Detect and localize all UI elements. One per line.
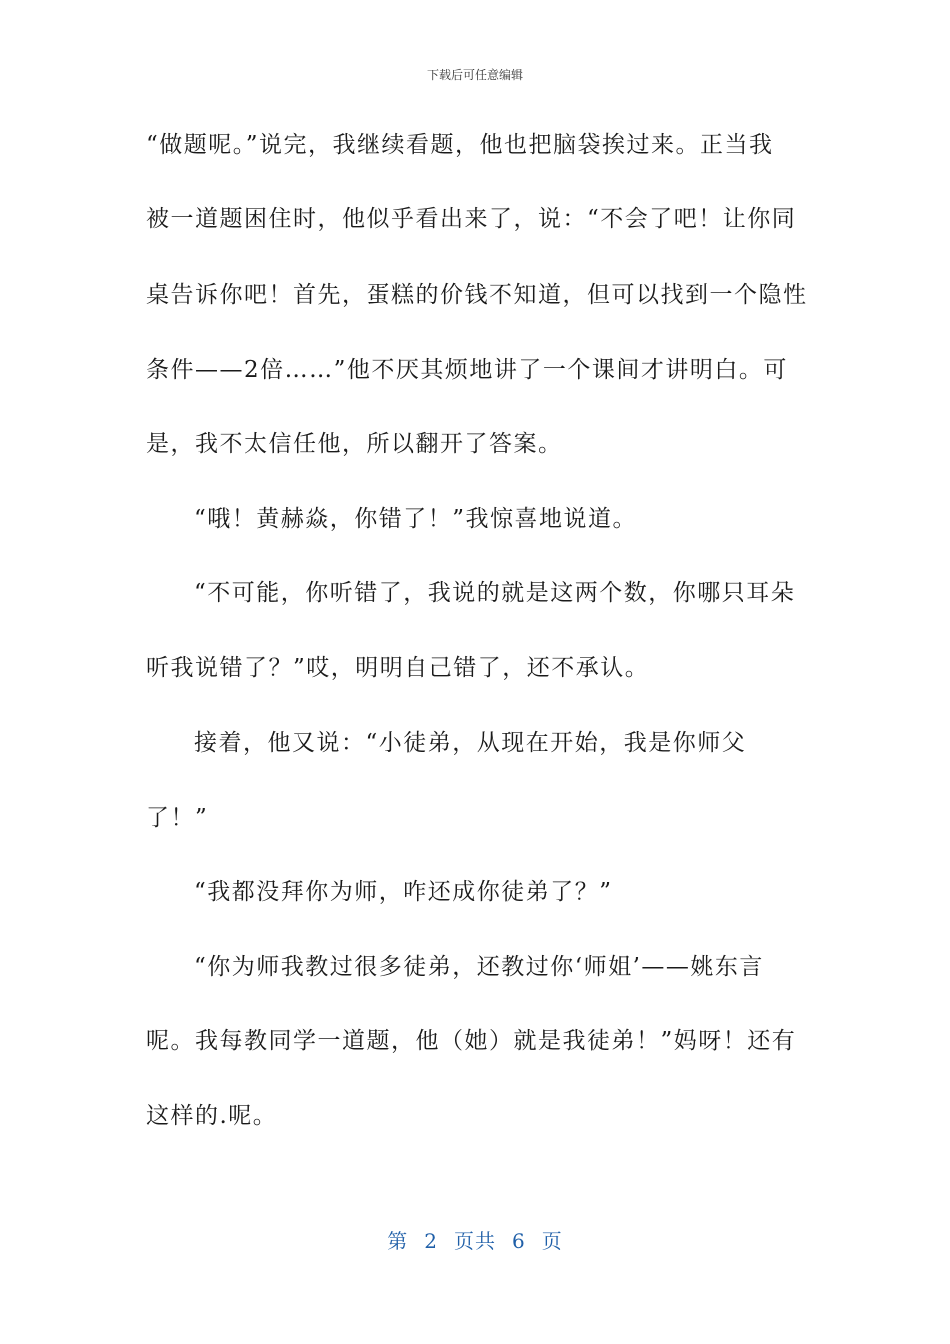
text-line: 是，我不太信任他，所以翻开了答案。 [146,431,563,457]
paragraph-start-line: “我都没拜你为师，咋还成你徒弟了？” [194,879,613,905]
text-line: “做题呢。”说完，我继续看题，他也把脑袋挨过来。正当我 [146,132,774,158]
page-footer [0,1225,950,1254]
paragraph-start-line: 接着，他又说：“小徒弟，从现在开始，我是你师父 [194,730,747,756]
page-prefix: 第 [387,1229,409,1253]
page-header: 下载后可任意编辑 [426,68,523,82]
paragraph-start-line: “哦！黄赫焱，你错了！”我惊喜地说道。 [194,506,638,532]
text-line: 条件——2倍……”他不厌其烦地讲了一个课间才讲明白。可 [146,357,788,383]
current-page-number: 2 [424,1229,438,1253]
paragraph-start-line: “你为师我教过很多徒弟，还教过你‘师姐’——姚东言 [194,954,764,980]
text-line: 这样的.呢。 [146,1103,278,1129]
text-line: 桌告诉你吧！首先，蛋糕的价钱不知道，但可以找到一个隐性 [146,282,808,308]
text-line: 听我说错了？”哎，明明自己错了，还不承认。 [146,655,650,681]
text-line: 了！” [146,805,209,831]
text-line: 被一道题困住时，他似乎看出来了，说：“不会了吧！让你同 [146,206,797,232]
page-middle: 页共 [454,1229,496,1253]
page-suffix: 页 [541,1229,563,1253]
text-line: 呢。我每教同学一道题，他（她）就是我徒弟！”妈呀！还有 [146,1028,797,1054]
total-pages-number: 6 [512,1229,526,1253]
paragraph-start-line: “不可能，你听错了，我说的就是这两个数，你哪只耳朵 [194,580,796,606]
